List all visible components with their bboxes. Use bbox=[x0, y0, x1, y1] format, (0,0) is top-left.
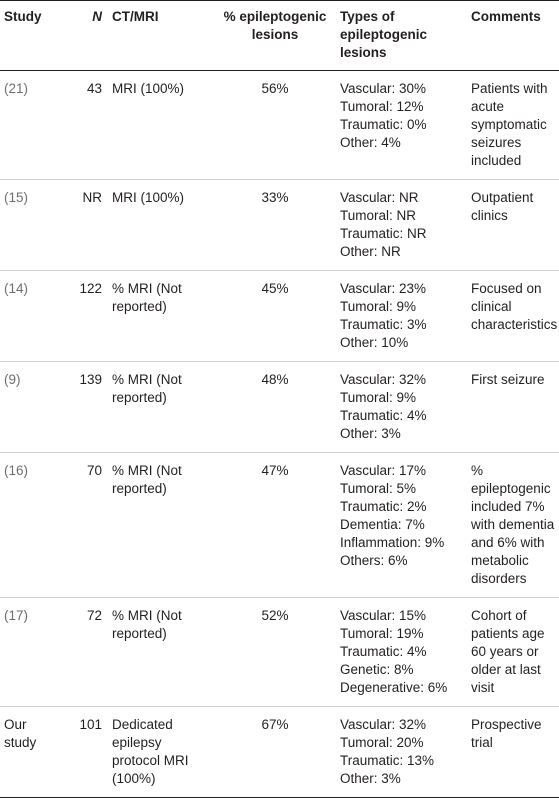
table-body bbox=[0, 71, 559, 798]
lesion-type-line: Other: NR bbox=[340, 244, 401, 259]
lesion-type-line: Degenerative: 6% bbox=[340, 680, 448, 695]
study-cell bbox=[0, 707, 64, 798]
study-reference-link[interactable]: (17) bbox=[4, 608, 29, 623]
header-ct-mri: CT/MRI bbox=[108, 1, 214, 71]
percent-lesions-cell: 45% bbox=[214, 271, 336, 362]
comments-cell: % epileptogenic included 7% with dementia and 6% with metabolic disorders bbox=[467, 453, 559, 598]
study-cell bbox=[0, 180, 64, 271]
ct-mri-cell: % MRI (Not reported) bbox=[108, 271, 214, 362]
study-cell bbox=[0, 598, 64, 707]
table-row bbox=[0, 271, 559, 362]
n-cell: 101 bbox=[64, 707, 108, 798]
table-row bbox=[0, 707, 559, 798]
table-row bbox=[0, 598, 559, 707]
percent-lesions-cell: 52% bbox=[214, 598, 336, 707]
lesion-type-line: Vascular: 15% bbox=[340, 608, 427, 623]
percent-lesions-cell: 67% bbox=[214, 707, 336, 798]
study-reference-link[interactable]: (15) bbox=[4, 190, 29, 205]
lesion-types-cell bbox=[336, 362, 467, 453]
table-row bbox=[0, 180, 559, 271]
lesion-type-line: Traumatic: 13% bbox=[340, 753, 435, 768]
lesion-type-line: Other: 10% bbox=[340, 335, 409, 350]
ct-mri-cell: % MRI (Not reported) bbox=[108, 453, 214, 598]
lesion-types-cell bbox=[336, 453, 467, 598]
header-comments: Comments bbox=[467, 1, 559, 71]
lesion-type-line: Tumoral: 19% bbox=[340, 626, 424, 641]
lesion-type-line: Tumoral: 9% bbox=[340, 299, 417, 314]
ct-mri-cell: MRI (100%) bbox=[108, 180, 214, 271]
lesion-types-cell bbox=[336, 71, 467, 180]
n-cell: 43 bbox=[64, 71, 108, 180]
lesion-type-line: Traumatic: 0% bbox=[340, 117, 427, 132]
n-cell: NR bbox=[64, 180, 108, 271]
lesion-types-cell bbox=[336, 707, 467, 798]
lesion-types-cell bbox=[336, 180, 467, 271]
lesion-type-line: Vascular: 17% bbox=[340, 463, 427, 478]
study-cell bbox=[0, 271, 64, 362]
study-label: Our study bbox=[4, 717, 37, 750]
comments-cell: Cohort of patients age 60 years or older at last visit bbox=[467, 598, 559, 707]
comments-cell: Patients with acute symptomatic seizures included bbox=[467, 71, 559, 180]
header-study: Study bbox=[0, 1, 64, 71]
lesion-type-line: Tumoral: 12% bbox=[340, 99, 424, 114]
n-cell: 139 bbox=[64, 362, 108, 453]
n-cell: 122 bbox=[64, 271, 108, 362]
lesion-type-line: Traumatic: 2% bbox=[340, 499, 427, 514]
lesion-type-line: Dementia: 7% bbox=[340, 517, 425, 532]
lesion-type-line: Other: 3% bbox=[340, 771, 401, 786]
comments-cell: Prospective trial bbox=[467, 707, 559, 798]
table-row bbox=[0, 362, 559, 453]
lesion-type-line: Tumoral: 5% bbox=[340, 481, 417, 496]
lesion-type-line: Tumoral: NR bbox=[340, 208, 417, 223]
percent-lesions-cell: 48% bbox=[214, 362, 336, 453]
lesion-type-line: Traumatic: 4% bbox=[340, 644, 427, 659]
ct-mri-cell: Dedicated epilepsy protocol MRI (100%) bbox=[108, 707, 214, 798]
header-n: N bbox=[64, 1, 108, 71]
lesion-type-line: Vascular: 30% bbox=[340, 81, 427, 96]
n-cell: 72 bbox=[64, 598, 108, 707]
header-row bbox=[0, 1, 559, 71]
table-header bbox=[0, 1, 559, 71]
lesion-type-line: Vascular: NR bbox=[340, 190, 419, 205]
lesion-type-line: Traumatic: NR bbox=[340, 226, 427, 241]
header-percent-lesions: % epileptogenic lesions bbox=[214, 1, 336, 71]
study-cell bbox=[0, 453, 64, 598]
percent-lesions-cell: 33% bbox=[214, 180, 336, 271]
study-reference-link[interactable]: (9) bbox=[4, 372, 21, 387]
ct-mri-cell: % MRI (Not reported) bbox=[108, 598, 214, 707]
comments-cell: Focused on clinical characteristics bbox=[467, 271, 559, 362]
table-row bbox=[0, 453, 559, 598]
ct-mri-cell: MRI (100%) bbox=[108, 71, 214, 180]
n-cell: 70 bbox=[64, 453, 108, 598]
lesion-types-cell bbox=[336, 271, 467, 362]
study-cell bbox=[0, 362, 64, 453]
comments-cell: First seizure bbox=[467, 362, 559, 453]
study-cell bbox=[0, 71, 64, 180]
lesion-type-line: Tumoral: 9% bbox=[340, 390, 417, 405]
ct-mri-cell: % MRI (Not reported) bbox=[108, 362, 214, 453]
percent-lesions-cell: 47% bbox=[214, 453, 336, 598]
study-reference-link[interactable]: (14) bbox=[4, 281, 29, 296]
lesion-type-line: Genetic: 8% bbox=[340, 662, 414, 677]
lesion-type-line: Other: 3% bbox=[340, 426, 401, 441]
lesion-type-line: Others: 6% bbox=[340, 553, 408, 568]
study-reference-link[interactable]: (21) bbox=[4, 81, 29, 96]
lesion-type-line: Traumatic: 3% bbox=[340, 317, 427, 332]
percent-lesions-cell: 56% bbox=[214, 71, 336, 180]
header-lesion-types: Types of epileptogenic lesions bbox=[336, 1, 467, 71]
table-row bbox=[0, 71, 559, 180]
lesion-type-line: Vascular: 23% bbox=[340, 281, 427, 296]
lesion-types-cell bbox=[336, 598, 467, 707]
lesion-type-line: Tumoral: 20% bbox=[340, 735, 424, 750]
lesion-type-line: Vascular: 32% bbox=[340, 717, 427, 732]
lesion-type-line: Inflammation: 9% bbox=[340, 535, 445, 550]
comments-cell: Outpatient clinics bbox=[467, 180, 559, 271]
study-reference-link[interactable]: (16) bbox=[4, 463, 29, 478]
lesion-type-line: Vascular: 32% bbox=[340, 372, 427, 387]
lesion-type-line: Traumatic: 4% bbox=[340, 408, 427, 423]
lesion-type-line: Other: 4% bbox=[340, 135, 401, 150]
